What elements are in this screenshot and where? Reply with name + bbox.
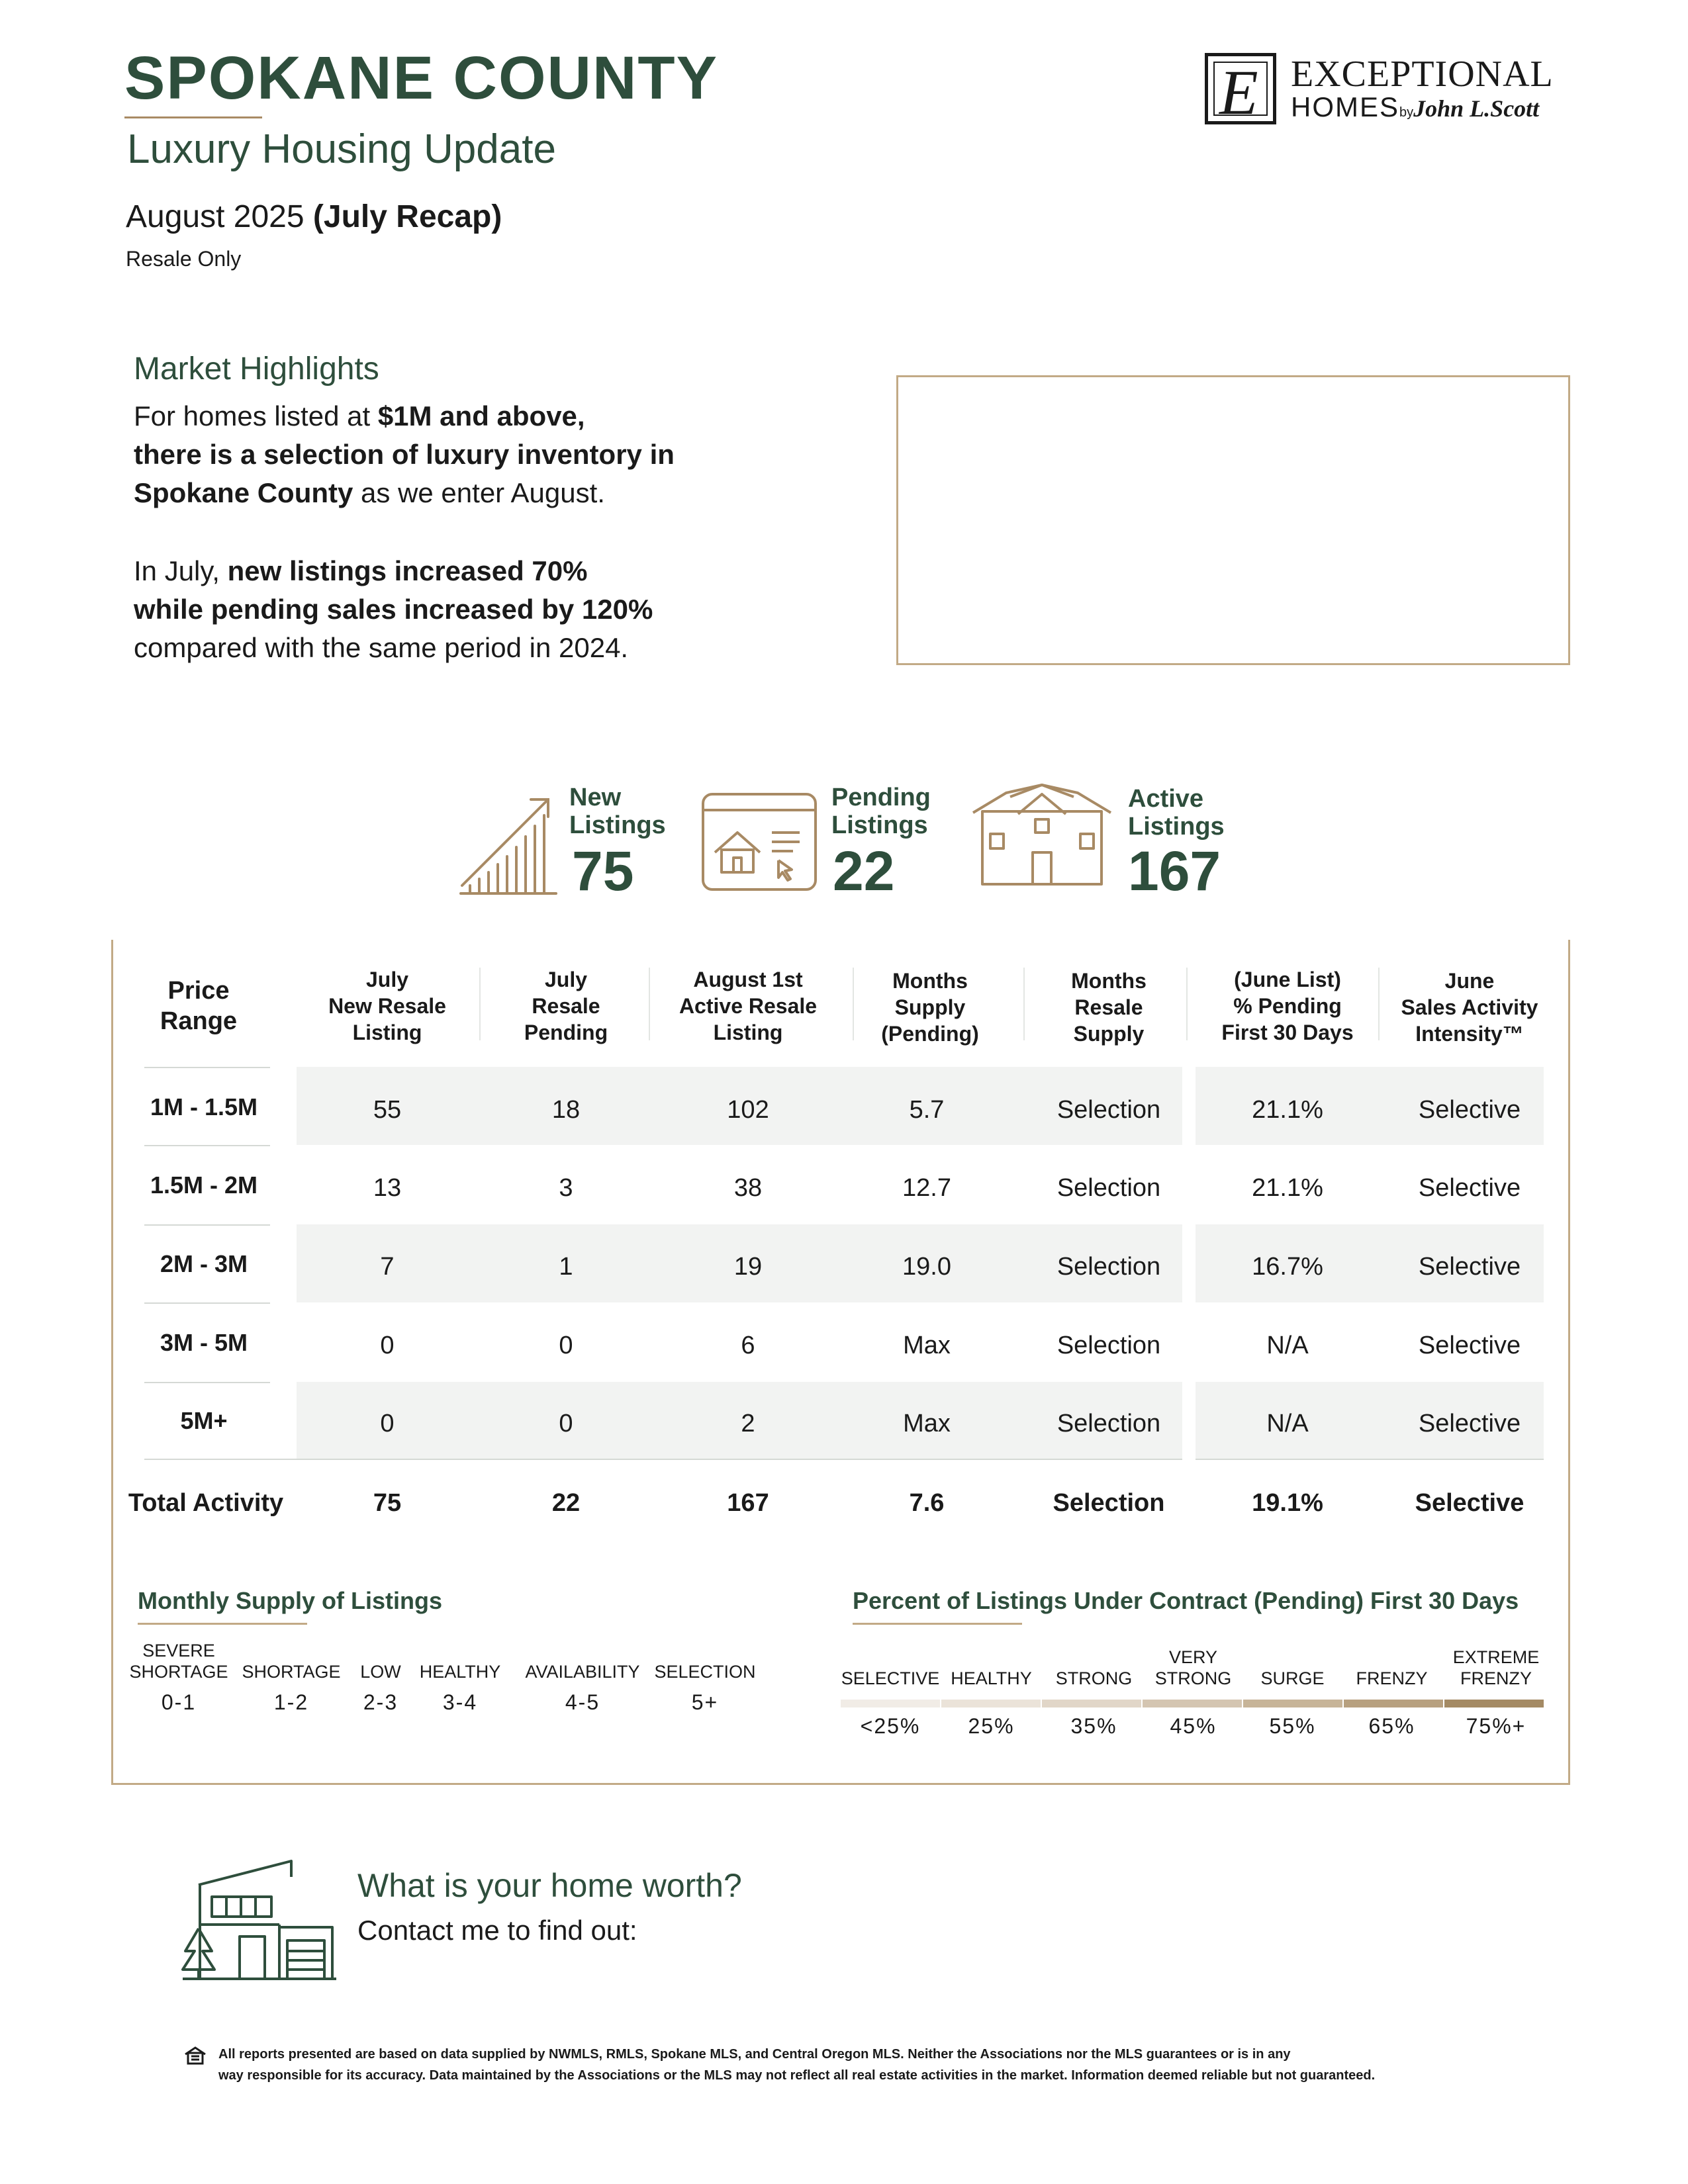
table-cell: 19 [733,1253,763,1281]
pending-bar-segment [1041,1700,1141,1707]
pending-intensity-bar [841,1700,1544,1707]
pending-value: 75%+ [1466,1714,1526,1738]
pending-label: HEALTHY [951,1668,1032,1688]
date-month: August 2025 [126,199,305,234]
pending-listings-label-1: Pending [831,784,931,811]
header-price-range: Price Range [160,977,238,1035]
table-cell: 13 [373,1174,402,1202]
row-divider [1196,1459,1544,1460]
row-3m-5m-label: 3M - 5M [160,1329,248,1356]
hl-p2-a: In July, [134,555,228,586]
supply-value: 0-1 [161,1690,197,1714]
hl-p1-b: $1M and above, [377,400,585,432]
hl-p2-b: new listings increased 70% [227,555,588,586]
pending-value: 65% [1368,1714,1415,1738]
supply-value: 5+ [691,1690,719,1714]
active-listings-label-1: Active [1128,785,1204,813]
exceptional-homes-logo [1205,53,1575,132]
supply-value: 2-3 [363,1690,399,1714]
header-divider [853,968,854,1040]
modern-house-icon [180,1850,339,1983]
row-1m-1-5m-label: 1M - 1.5M [150,1093,258,1120]
header-divider [1186,968,1188,1040]
pending-legend-underline [853,1623,1022,1625]
row-2m-3m-label: 2M - 3M [160,1250,248,1277]
row-divider [144,1067,270,1068]
table-cell: 0 [380,1410,395,1437]
header-months-resale-supply: Months Resale Supply [1071,969,1147,1046]
rising-bar-chart-icon [457,793,563,899]
equal-housing-icon [184,2046,207,2065]
table-cell: 5.7 [909,1096,945,1124]
table-cell: 21.1% [1252,1174,1323,1202]
pending-legend-title: Percent of Listings Under Contract (Pending) First 30 Days [853,1587,1519,1614]
table-cell: 1 [559,1253,573,1281]
pending-value: 25% [968,1714,1015,1738]
total-activity-label: Total Activity [128,1489,284,1517]
pending-bar-segment [1342,1700,1443,1707]
header-divider [649,968,650,1040]
pending-value: 45% [1170,1714,1217,1738]
row-divider [144,1145,270,1146]
home-worth-question: What is your home worth? [357,1867,742,1904]
pending-label: SURGE [1260,1668,1325,1688]
pending-label: SELECTIVE [841,1668,940,1688]
hl-p1-e: as we enter August. [353,477,605,508]
table-cell: Selective [1418,1253,1521,1281]
header-divider [1023,968,1025,1040]
header-new-resale-listing: July New Resale Listing [328,968,446,1044]
supply-legend-title: Monthly Supply of Listings [138,1587,442,1614]
pending-listings-label-2: Listings [831,811,928,839]
table-cell: 12.7 [902,1174,951,1202]
total-cell: 7.6 [909,1489,945,1517]
table-cell: Selection [1056,1096,1161,1124]
logo-exceptional: EXCEPTIONAL [1291,54,1554,95]
table-cell: 16.7% [1252,1253,1323,1281]
pending-label: EXTREME FRENZY [1452,1647,1540,1688]
logo-mark-letter: E [1219,57,1258,128]
supply-legend-underline [138,1623,307,1625]
highlights-paragraph-1 [134,397,796,512]
supply-value: 4-5 [565,1690,600,1714]
table-cell: Selection [1056,1410,1161,1437]
active-listings-label-2: Listings [1128,813,1225,841]
table-cell: Selection [1056,1174,1161,1202]
pending-value: <25% [860,1714,921,1738]
header-divider [479,968,481,1040]
header-pct-pending-30-days: (June List) % Pending First 30 Days [1221,968,1354,1044]
report-date [126,199,502,235]
table-cell: 19.0 [902,1253,951,1281]
total-cell: 167 [727,1489,769,1517]
supply-value: 3-4 [442,1690,478,1714]
highlights-paragraph-2 [134,552,796,667]
pending-value: 35% [1070,1714,1117,1738]
new-listings-label-1: New [569,784,622,811]
pending-bar-segment [1141,1700,1242,1707]
header-months-supply-pending: Months Supply (Pending) [881,969,979,1046]
table-cell: Selection [1056,1253,1161,1281]
table-cell: Selective [1418,1410,1521,1437]
table-cell: 6 [741,1332,755,1359]
table-cell: Selective [1418,1332,1521,1359]
supply-label: SHORTAGE [242,1662,341,1682]
row-5m-plus-label: 5M+ [180,1407,228,1434]
header-resale-pending: July Resale Pending [524,968,608,1044]
hl-p1-d: Spokane County [134,477,353,508]
pending-bar-segment [1242,1700,1342,1707]
disclaimer-line-1: All reports presented are based on data supplied by NWMLS, RMLS, Spokane MLS, and Central Oregon MLS. Neither the Associations nor the MLS guarantees or is in any [218,2047,1291,2062]
table-cell: Selection [1056,1332,1161,1359]
total-cell: 19.1% [1252,1489,1323,1517]
pending-label: STRONG [1055,1668,1133,1688]
supply-label: AVAILABILITY [525,1662,640,1682]
table-cell: 38 [733,1174,763,1202]
total-cell: 75 [373,1489,402,1517]
table-cell: 21.1% [1252,1096,1323,1124]
hl-p1-c: there is a selection of luxury inventory in [134,439,675,470]
contact-prompt: Contact me to find out: [357,1915,637,1946]
hl-p2-d: compared with the same period in 2024. [134,632,629,663]
pending-bar-segment [940,1700,1041,1707]
new-listings-value: 75 [572,840,634,902]
new-listings-label-2: Listings [569,811,666,839]
row-divider [144,1459,1182,1460]
header-divider [1378,968,1380,1040]
highlights-image-frame [896,375,1570,665]
hl-p2-c: while pending sales increased by 120% [134,594,653,625]
logo-homes: HOMES [1291,91,1400,122]
pending-listings-value: 22 [833,840,895,902]
pending-label: VERY STRONG [1154,1647,1232,1688]
active-listings-label [1128,785,1225,841]
date-recap: (July Recap) [312,199,502,234]
table-cell: Max [903,1410,951,1437]
market-highlights-title: Market Highlights [134,351,379,387]
supply-label: SELECTION [654,1662,756,1682]
active-listings-value: 167 [1128,840,1221,902]
pending-bar-segment [1443,1700,1544,1707]
table-cell: 3 [559,1174,573,1202]
table-cell: 2 [741,1410,755,1437]
table-cell: Selective [1418,1174,1521,1202]
report-subtitle: Luxury Housing Update [127,126,556,172]
table-cell: 55 [373,1096,402,1124]
pending-label: FRENZY [1356,1668,1428,1688]
supply-label: LOW [360,1662,401,1682]
table-cell: N/A [1266,1410,1309,1437]
table-cell: Selective [1418,1096,1521,1124]
title-underline [124,116,262,118]
row-divider [144,1224,270,1226]
header-sales-activity-intensity: June Sales Activity Intensity™ [1401,969,1538,1046]
table-cell: 0 [559,1410,573,1437]
table-cell: Max [903,1332,951,1359]
house-on-screen-icon [700,792,818,893]
logo-homes-line [1291,91,1539,123]
table-cell: N/A [1266,1332,1309,1359]
table-cell: 7 [380,1253,395,1281]
row-1-5m-2m-label: 1.5M - 2M [150,1171,258,1199]
disclaimer [218,2044,1509,2086]
table-cell: 0 [380,1332,395,1359]
hl-p1-a: For homes listed at [134,400,378,432]
row-divider [144,1302,270,1304]
total-cell: Selection [1053,1489,1165,1517]
disclaimer-line-2: way responsible for its accuracy. Data maintained by the Associations or the MLS may not reflect all real estate activities in the market. Information deemed reliable but not guaranteed. [218,2068,1376,2083]
supply-label: SEVERE SHORTAGE [129,1641,228,1682]
new-listings-label [569,784,666,839]
supply-label: HEALTHY [419,1662,501,1682]
total-cell: 22 [551,1489,581,1517]
resale-only-note: Resale Only [126,247,242,271]
pending-value: 55% [1269,1714,1316,1738]
header-active-resale-listing: August 1st Active Resale Listing [679,968,818,1044]
pending-bar-segment [841,1700,940,1707]
total-cell: Selective [1415,1489,1524,1517]
house-icon [970,782,1113,887]
pending-listings-label [831,784,931,839]
logo-by: by [1399,105,1414,120]
row-divider [144,1382,270,1383]
supply-value: 1-2 [273,1690,309,1714]
table-cell: 0 [559,1332,573,1359]
report-title: SPOKANE COUNTY [124,44,718,112]
logo-john-l-scott: John L.Scott [1413,95,1540,122]
table-cell: 18 [551,1096,581,1124]
table-cell: 102 [727,1096,769,1124]
